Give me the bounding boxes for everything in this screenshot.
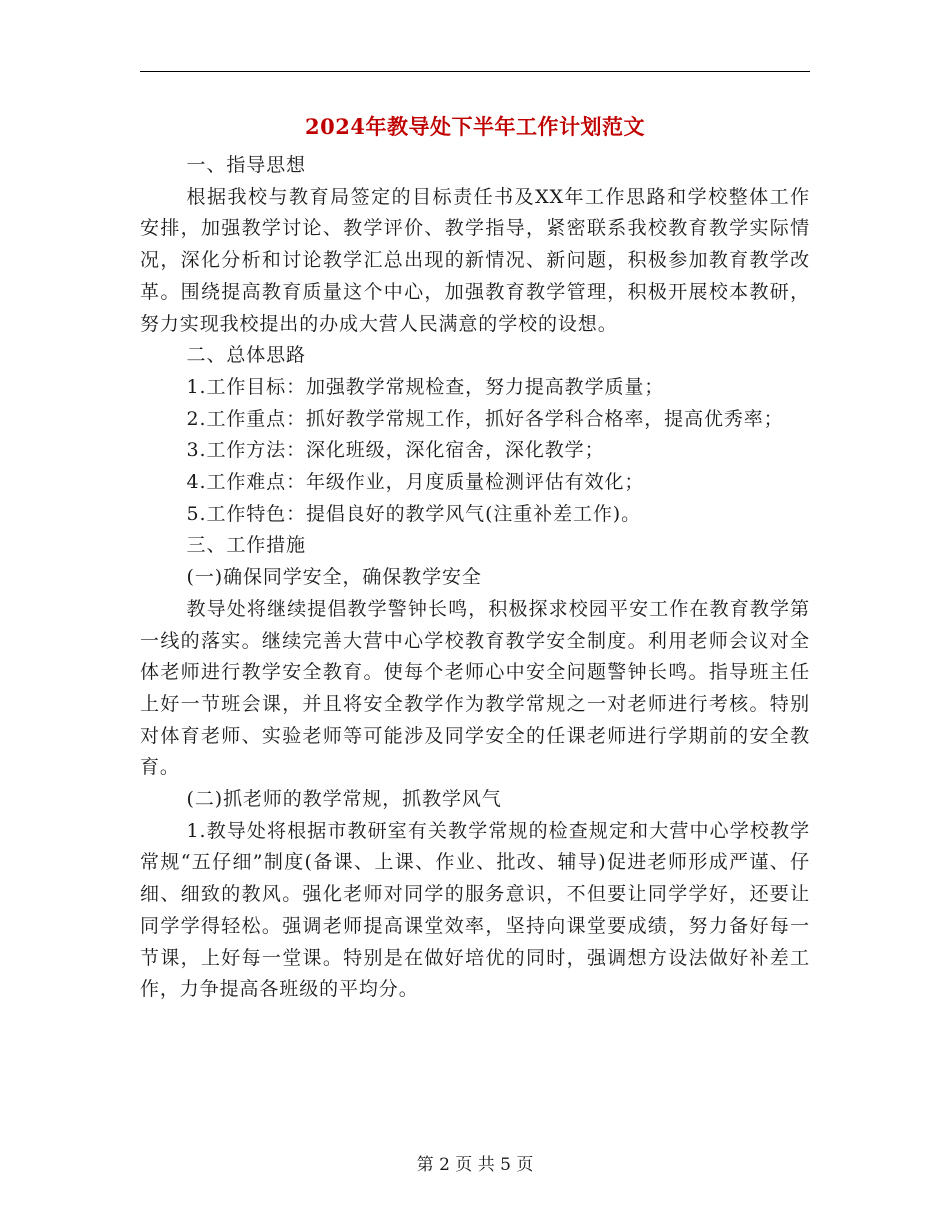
document-body <box>140 150 810 1006</box>
paragraph-teaching-routine: 1.教导处将根据市教研室有关教学常规的检查规定和大营中心学校教学常规“五仔细”制度(备课、上课、作业、批改、辅导)促进老师形成严谨、仔细、细致的教风。强化老师对同学的服务意识，不但要让同学学好，还要让同学学得轻松。强调老师提高课堂效率，坚持向课堂要成绩，努力备好每一节课，上好每一堂课。特别是在做好培优的同时，强调想方设法做好补差工作，力争提高各班级的平均分。 <box>140 819 810 1001</box>
paragraph-guiding-thought: 根据我校与教育局签定的目标责任书及XX年工作思路和学校整体工作安排，加强教学讨论、教学评价、教学指导，紧密联系我校教育教学实际情况，深化分析和讨论教学汇总出现的新情况、新问题，积极参加教育教学改革。围绕提高教育质量这个中心，加强教育教学管理，积极开展校本教研，努力实现我校提出的办成大营人民满意的学校的设想。 <box>140 185 810 335</box>
subheading-teaching-routine: (二)抓老师的教学常规，抓教学风气 <box>186 788 502 811</box>
section-heading-overall-thinking: 二、总体思路 <box>186 344 306 367</box>
subheading-safety: (一)确保同学安全，确保教学安全 <box>186 566 482 589</box>
list-item-work-method: 3.工作方法：深化班级，深化宿舍，深化教学； <box>186 439 605 462</box>
list-item-work-goal: 1.工作目标：加强教学常规检查，努力提高教学质量； <box>186 375 665 398</box>
section-heading-guiding-thought: 一、指导思想 <box>186 154 306 176</box>
list-item-work-difficulty: 4.工作难点：年级作业，月度质量检测评估有效化； <box>186 471 645 494</box>
document-title: 2024年教导处下半年工作计划范文 <box>305 114 645 139</box>
list-item-work-feature: 5.工作特色：提倡良好的教学风气(注重补差工作)。 <box>186 502 642 525</box>
header-rule <box>140 71 810 72</box>
paragraph-safety: 教导处将继续提倡教学警钟长鸣，积极探求校园平安工作在教育教学第一线的落实。继续完善大营中心学校教育教学安全制度。利用老师会议对全体老师进行教学安全教育。使每个老师心中安全问题警钟长鸣。指导班主任上好一节班会课，并且将安全教学作为教学常规之一对老师进行考核。特别对体育老师、实验老师等可能涉及同学安全的任课老师进行学期前的安全教育。 <box>140 597 810 779</box>
section-heading-work-measures: 三、工作措施 <box>186 534 306 557</box>
page-number-footer: 第 2 页 共 5 页 <box>416 1155 534 1175</box>
list-item-work-focus: 2.工作重点：抓好教学常规工作，抓好各学科合格率，提高优秀率； <box>186 407 784 430</box>
